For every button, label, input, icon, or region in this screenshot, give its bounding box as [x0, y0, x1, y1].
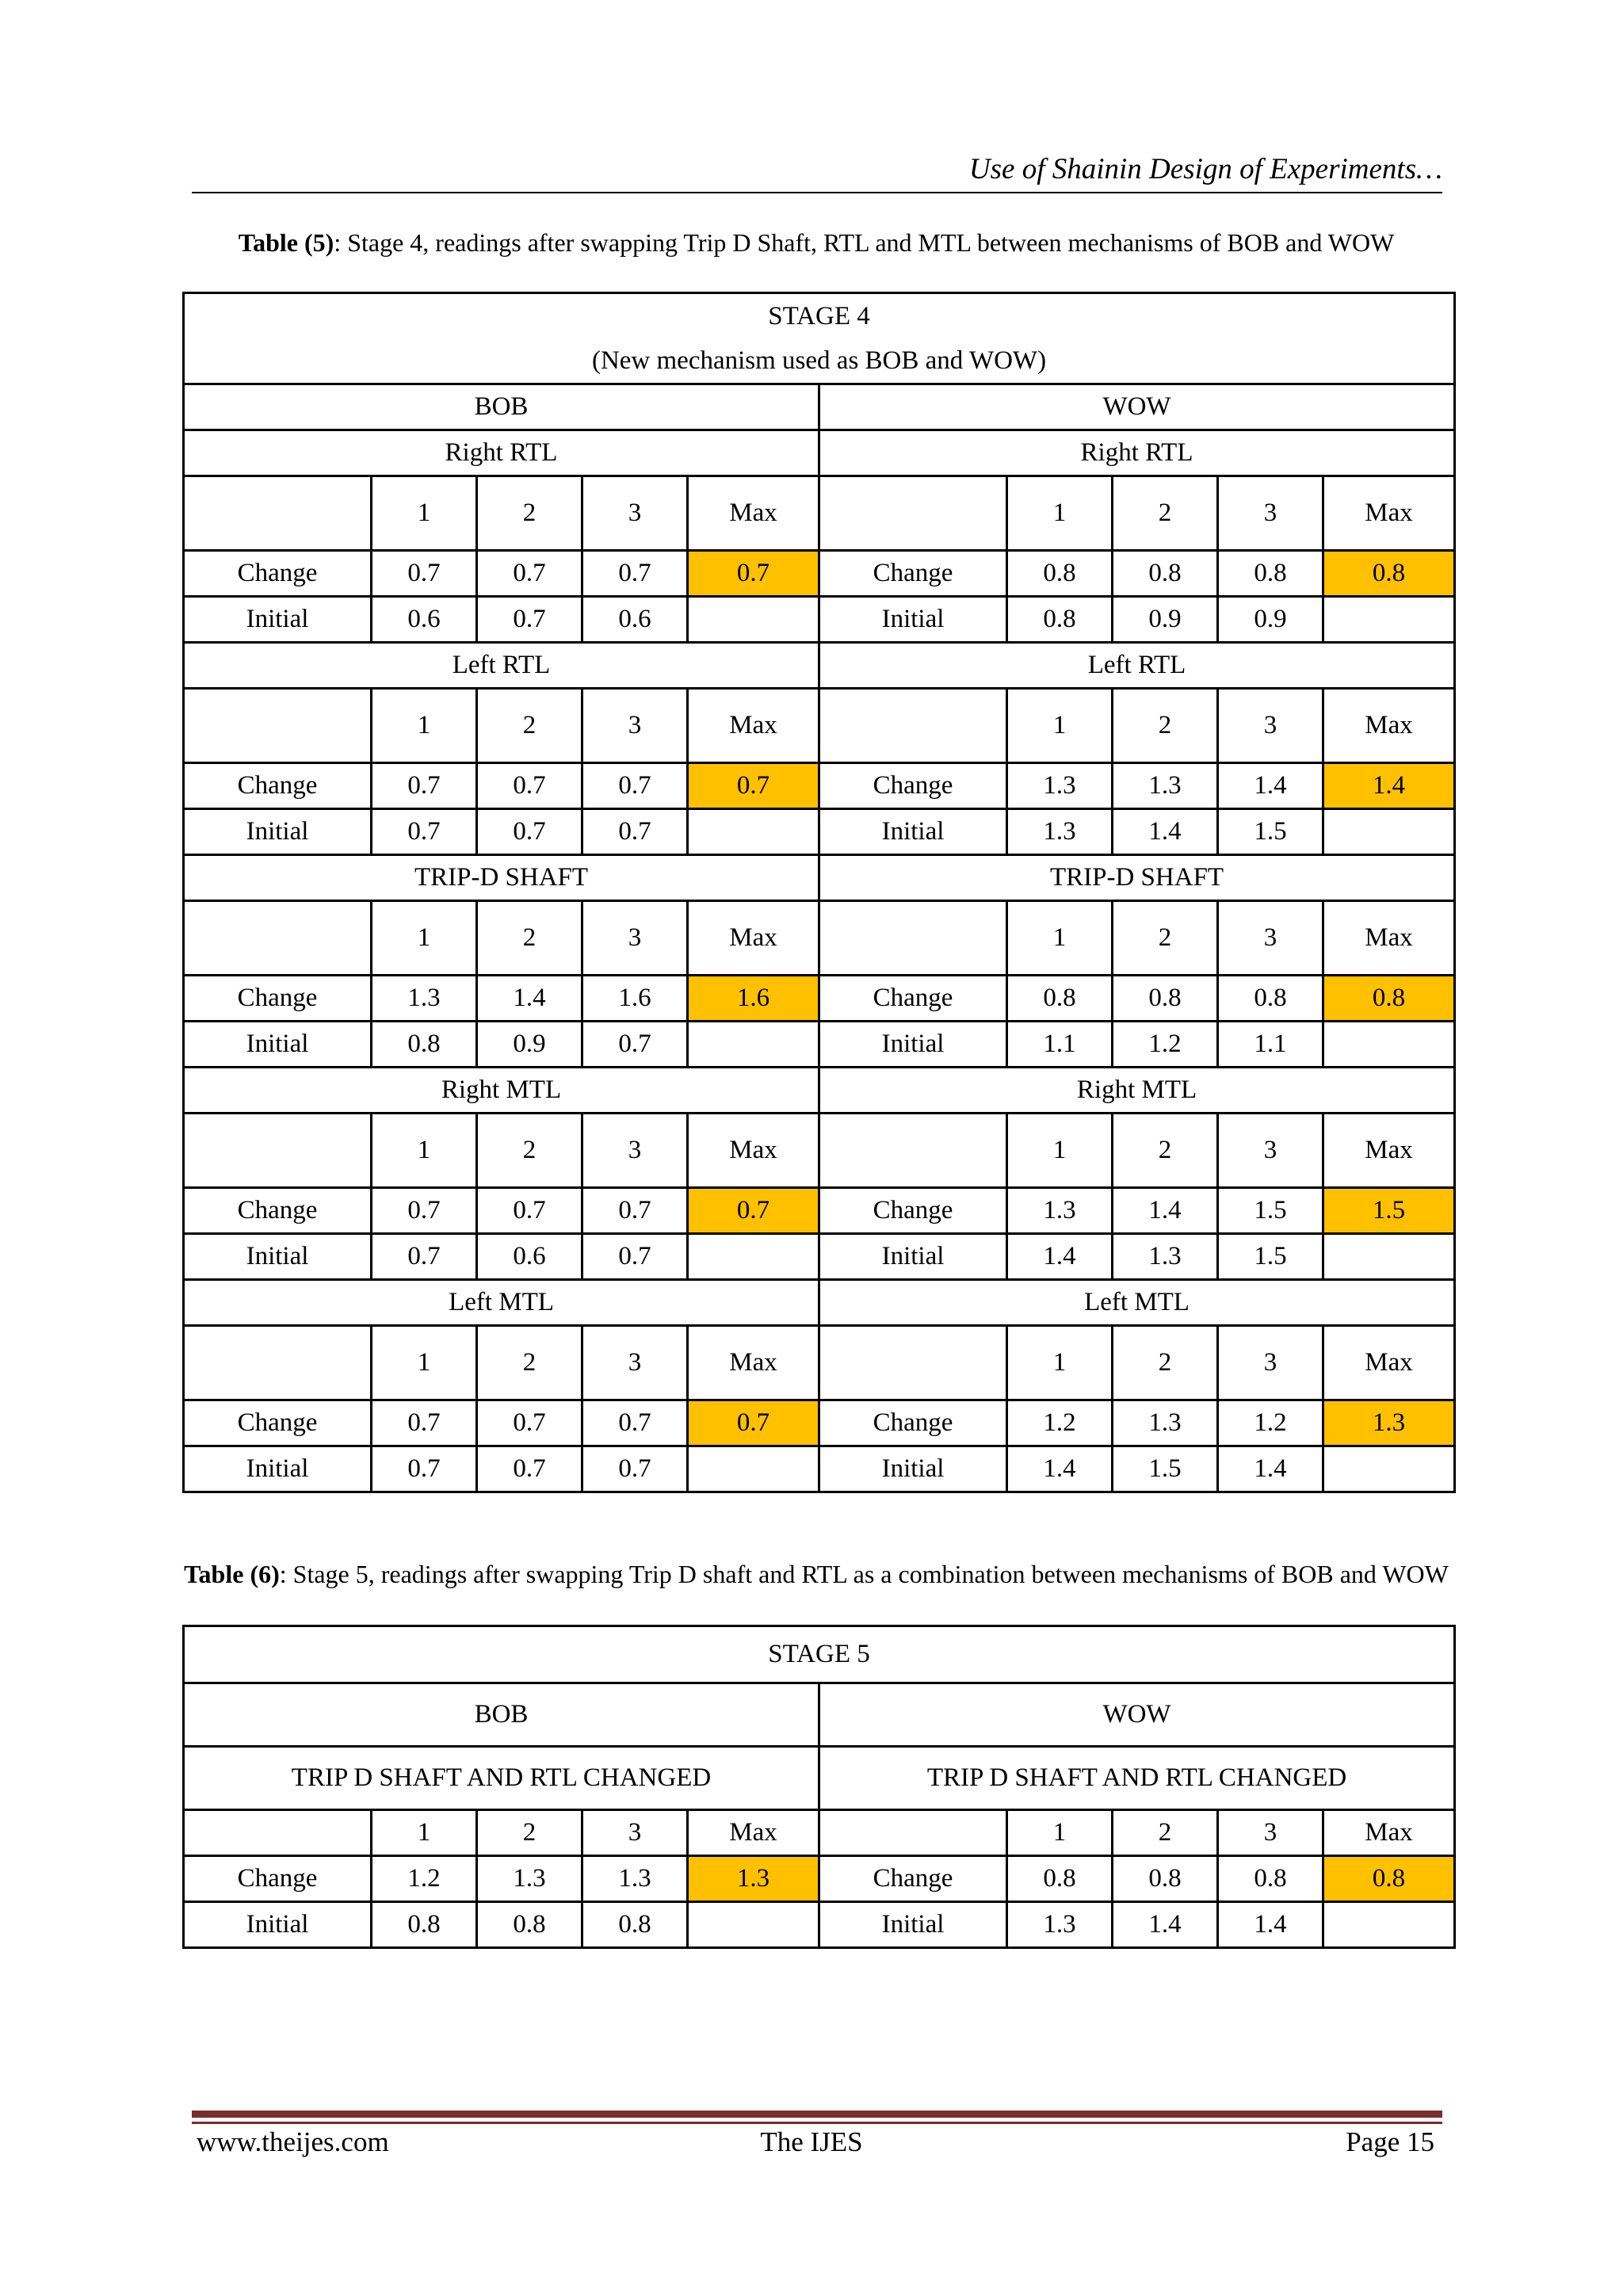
- table-row: [184, 809, 1455, 855]
- column-header-right: Max: [1323, 689, 1455, 763]
- column-header-right: 3: [1218, 476, 1323, 551]
- reading-1: 0.7: [372, 1188, 477, 1234]
- reading-3: 0.6: [582, 597, 688, 643]
- row-label: Initial: [184, 1446, 372, 1492]
- section-title-right: Left MTL: [819, 1280, 1455, 1326]
- column-header-left: 3: [582, 689, 688, 763]
- table6-caption-label: Table (6): [184, 1560, 280, 1588]
- reading-3: 0.8: [1218, 551, 1323, 597]
- row-label: Initial: [819, 1022, 1007, 1068]
- reading-3: 1.5: [1218, 1188, 1323, 1234]
- reading-2: 0.9: [477, 1022, 582, 1068]
- reading-2: 0.8: [1113, 1856, 1218, 1902]
- reading-2: 0.9: [1113, 597, 1218, 643]
- reading-3: 0.7: [582, 551, 688, 597]
- reading-3: 1.4: [1218, 1902, 1323, 1948]
- section-title-right: Left RTL: [819, 643, 1455, 689]
- reading-2: 0.8: [1113, 976, 1218, 1022]
- section-title-right: Right RTL: [819, 430, 1455, 476]
- reading-3: 1.4: [1218, 763, 1323, 809]
- table-row: [184, 1446, 1455, 1492]
- reading-2: 1.4: [1113, 1902, 1218, 1948]
- footer-page-number: Page 15: [1346, 2126, 1434, 2157]
- bob-header: BOB: [184, 1683, 819, 1747]
- column-header-left: Max: [688, 689, 819, 763]
- table-row: [184, 1234, 1455, 1280]
- row-label: Change: [819, 551, 1007, 597]
- reading-2: 1.3: [1113, 1400, 1218, 1446]
- section-title-left: Right RTL: [184, 430, 819, 476]
- stage-subtitle: (New mechanism used as BOB and WOW): [184, 338, 1455, 384]
- max-reading: [688, 1234, 819, 1280]
- column-header-right: 3: [1218, 901, 1323, 976]
- column-header-right: 3: [1218, 1326, 1323, 1400]
- footer-website: www.theijes.com: [197, 2126, 389, 2157]
- blank-header-cell: [184, 1114, 372, 1188]
- column-header-left: 1: [372, 901, 477, 976]
- reading-3: 0.7: [582, 1234, 688, 1280]
- row-label: Change: [819, 763, 1007, 809]
- row-label: Change: [184, 763, 372, 809]
- table6: [182, 1625, 1456, 1949]
- column-header-right: Max: [1323, 1810, 1455, 1856]
- table5: [182, 292, 1456, 1493]
- reading-1: 0.7: [372, 763, 477, 809]
- max-reading: 0.8: [1323, 551, 1455, 597]
- max-reading: 1.5: [1323, 1188, 1455, 1234]
- reading-1: 0.7: [372, 1400, 477, 1446]
- blank-header-cell: [184, 1326, 372, 1400]
- reading-1: 1.3: [372, 976, 477, 1022]
- column-header-left: 3: [582, 1114, 688, 1188]
- max-reading: [688, 809, 819, 855]
- max-reading: 0.8: [1323, 1856, 1455, 1902]
- reading-1: 1.2: [372, 1856, 477, 1902]
- max-reading: [688, 1446, 819, 1492]
- reading-3: 1.5: [1218, 809, 1323, 855]
- bob-header: BOB: [184, 384, 819, 430]
- column-header-right: 2: [1113, 689, 1218, 763]
- column-header-right: Max: [1323, 901, 1455, 976]
- column-header-left: 3: [582, 476, 688, 551]
- column-header-left: 2: [477, 1114, 582, 1188]
- reading-1: 0.7: [372, 1446, 477, 1492]
- reading-1: 0.6: [372, 597, 477, 643]
- reading-3: 0.8: [582, 1902, 688, 1948]
- reading-2: 0.7: [477, 763, 582, 809]
- row-label: Initial: [819, 1902, 1007, 1948]
- row-label: Initial: [819, 809, 1007, 855]
- max-reading: [688, 1022, 819, 1068]
- reading-2: 1.3: [477, 1856, 582, 1902]
- reading-3: 0.7: [582, 763, 688, 809]
- reading-1: 1.4: [1007, 1446, 1113, 1492]
- column-header-left: Max: [688, 476, 819, 551]
- column-header-right: 2: [1113, 1114, 1218, 1188]
- column-header-left: 1: [372, 1114, 477, 1188]
- column-header-left: 3: [582, 1810, 688, 1856]
- table-row: [184, 976, 1455, 1022]
- row-label: Change: [184, 1400, 372, 1446]
- blank-header-cell: [819, 689, 1007, 763]
- blank-header-cell: [184, 901, 372, 976]
- row-label: Initial: [184, 809, 372, 855]
- section-title-left: TRIP-D SHAFT: [184, 855, 819, 901]
- row-label: Change: [819, 976, 1007, 1022]
- row-label: Initial: [184, 1902, 372, 1948]
- wow-header: WOW: [819, 384, 1455, 430]
- column-header-left: Max: [688, 1810, 819, 1856]
- max-reading: [688, 1902, 819, 1948]
- reading-2: 0.7: [477, 551, 582, 597]
- reading-3: 0.7: [582, 1188, 688, 1234]
- blank-header-cell: [819, 901, 1007, 976]
- reading-3: 0.8: [1218, 1856, 1323, 1902]
- max-reading: 0.7: [688, 1188, 819, 1234]
- reading-2: 0.7: [477, 1446, 582, 1492]
- reading-2: 0.8: [477, 1902, 582, 1948]
- footer-journal: The IJES: [760, 2126, 863, 2157]
- column-header-right: 3: [1218, 689, 1323, 763]
- column-header-right: 3: [1218, 1114, 1323, 1188]
- max-reading: [1323, 597, 1455, 643]
- footer-rule-thin: [192, 2122, 1442, 2124]
- max-reading: 1.6: [688, 976, 819, 1022]
- stage-title: STAGE 4: [184, 293, 1455, 339]
- reading-1: 1.4: [1007, 1234, 1113, 1280]
- column-header-right: 1: [1007, 689, 1113, 763]
- max-reading: [688, 597, 819, 643]
- row-label: Initial: [819, 1446, 1007, 1492]
- column-header-left: 3: [582, 1326, 688, 1400]
- reading-3: 0.7: [582, 1446, 688, 1492]
- column-header-left: 1: [372, 1810, 477, 1856]
- reading-1: 1.1: [1007, 1022, 1113, 1068]
- blank-header-cell: [819, 1326, 1007, 1400]
- section-title-left: Left RTL: [184, 643, 819, 689]
- max-reading: [1323, 809, 1455, 855]
- max-reading: 1.3: [688, 1856, 819, 1902]
- max-reading: 0.7: [688, 551, 819, 597]
- column-header-right: Max: [1323, 1326, 1455, 1400]
- reading-3: 0.7: [582, 1400, 688, 1446]
- column-header-right: 3: [1218, 1810, 1323, 1856]
- column-header-right: 2: [1113, 1326, 1218, 1400]
- column-header-right: 1: [1007, 901, 1113, 976]
- reading-2: 0.7: [477, 809, 582, 855]
- column-header-right: 2: [1113, 476, 1218, 551]
- column-header-left: Max: [688, 1326, 819, 1400]
- table5-caption: [182, 227, 1450, 258]
- table5-caption-text: : Stage 4, readings after swapping Trip D Shaft, RTL and MTL between mechanisms of BOB and WOW: [334, 228, 1395, 257]
- reading-1: 1.2: [1007, 1400, 1113, 1446]
- section-title-left: Left MTL: [184, 1280, 819, 1326]
- column-header-right: 1: [1007, 1326, 1113, 1400]
- row-label: Initial: [184, 597, 372, 643]
- reading-2: 0.7: [477, 597, 582, 643]
- max-reading: 1.3: [1323, 1400, 1455, 1446]
- max-reading: [1323, 1902, 1455, 1948]
- reading-1: 0.7: [372, 1234, 477, 1280]
- column-header-left: Max: [688, 1114, 819, 1188]
- row-label: Initial: [819, 1234, 1007, 1280]
- reading-3: 0.9: [1218, 597, 1323, 643]
- reading-3: 0.7: [582, 809, 688, 855]
- reading-3: 1.5: [1218, 1234, 1323, 1280]
- reading-1: 1.3: [1007, 763, 1113, 809]
- reading-2: 0.7: [477, 1400, 582, 1446]
- table-row: [184, 1022, 1455, 1068]
- max-reading: [1323, 1446, 1455, 1492]
- table-row: [184, 1400, 1455, 1446]
- column-header-left: 2: [477, 689, 582, 763]
- column-header-right: 1: [1007, 1114, 1113, 1188]
- blank-header-cell: [819, 1810, 1007, 1856]
- table-row: [184, 551, 1455, 597]
- column-header-right: 2: [1113, 1810, 1218, 1856]
- column-header-left: 1: [372, 689, 477, 763]
- table-row: [184, 763, 1455, 809]
- column-header-left: 2: [477, 1326, 582, 1400]
- blank-header-cell: [184, 1810, 372, 1856]
- row-label: Change: [819, 1856, 1007, 1902]
- row-label: Change: [184, 551, 372, 597]
- reading-1: 0.8: [1007, 1856, 1113, 1902]
- column-header-right: 2: [1113, 901, 1218, 976]
- running-head: Use of Shainin Design of Experiments…: [968, 153, 1442, 185]
- row-label: Initial: [819, 597, 1007, 643]
- row-label: Change: [184, 1856, 372, 1902]
- row-label: Change: [184, 976, 372, 1022]
- reading-3: 1.4: [1218, 1446, 1323, 1492]
- reading-2: 1.4: [477, 976, 582, 1022]
- reading-1: 0.8: [1007, 551, 1113, 597]
- reading-1: 0.8: [372, 1022, 477, 1068]
- table6-caption: [182, 1559, 1450, 1590]
- reading-3: 1.2: [1218, 1400, 1323, 1446]
- reading-1: 0.8: [372, 1902, 477, 1948]
- reading-2: 0.7: [477, 1188, 582, 1234]
- max-reading: 0.8: [1323, 976, 1455, 1022]
- reading-1: 1.3: [1007, 1188, 1113, 1234]
- max-reading: 1.4: [1323, 763, 1455, 809]
- reading-3: 1.6: [582, 976, 688, 1022]
- table5-caption-label: Table (5): [238, 228, 334, 257]
- table-row: [184, 597, 1455, 643]
- reading-3: 1.1: [1218, 1022, 1323, 1068]
- row-label: Initial: [184, 1234, 372, 1280]
- blank-header-cell: [184, 476, 372, 551]
- blank-header-cell: [819, 1114, 1007, 1188]
- reading-2: 1.4: [1113, 1188, 1218, 1234]
- column-header-left: 2: [477, 1810, 582, 1856]
- row-label: Change: [819, 1400, 1007, 1446]
- section-title-right: TRIP D SHAFT AND RTL CHANGED: [819, 1747, 1455, 1810]
- blank-header-cell: [184, 689, 372, 763]
- column-header-left: 1: [372, 476, 477, 551]
- max-reading: 0.7: [688, 1400, 819, 1446]
- max-reading: [1323, 1234, 1455, 1280]
- reading-1: 0.8: [1007, 597, 1113, 643]
- column-header-left: 2: [477, 901, 582, 976]
- column-header-left: 3: [582, 901, 688, 976]
- table-row: [184, 1188, 1455, 1234]
- reading-2: 1.5: [1113, 1446, 1218, 1492]
- reading-3: 0.8: [1218, 976, 1323, 1022]
- max-reading: [1323, 1022, 1455, 1068]
- footer-rule-thick: [192, 2111, 1442, 2118]
- table6-caption-text: : Stage 5, readings after swapping Trip D shaft and RTL as a combination between mechanisms of BOB and WOW: [279, 1560, 1449, 1588]
- reading-1: 0.7: [372, 809, 477, 855]
- wow-header: WOW: [819, 1683, 1455, 1747]
- max-reading: 0.7: [688, 763, 819, 809]
- reading-2: 1.3: [1113, 1234, 1218, 1280]
- section-title-right: Right MTL: [819, 1068, 1455, 1114]
- column-header-right: Max: [1323, 1114, 1455, 1188]
- column-header-left: Max: [688, 901, 819, 976]
- row-label: Change: [184, 1188, 372, 1234]
- section-title-left: TRIP D SHAFT AND RTL CHANGED: [184, 1747, 819, 1810]
- row-label: Initial: [184, 1022, 372, 1068]
- column-header-left: 2: [477, 476, 582, 551]
- reading-2: 1.4: [1113, 809, 1218, 855]
- reading-2: 1.2: [1113, 1022, 1218, 1068]
- reading-1: 0.7: [372, 551, 477, 597]
- reading-1: 1.3: [1007, 809, 1113, 855]
- column-header-right: 1: [1007, 1810, 1113, 1856]
- reading-3: 0.7: [582, 1022, 688, 1068]
- table-row: [184, 1902, 1455, 1948]
- reading-2: 0.8: [1113, 551, 1218, 597]
- stage-title: STAGE 5: [184, 1626, 1455, 1683]
- column-header-right: Max: [1323, 476, 1455, 551]
- table-row: [184, 1856, 1455, 1902]
- reading-2: 1.3: [1113, 763, 1218, 809]
- reading-1: 1.3: [1007, 1902, 1113, 1948]
- blank-header-cell: [819, 476, 1007, 551]
- column-header-right: 1: [1007, 476, 1113, 551]
- reading-1: 0.8: [1007, 976, 1113, 1022]
- header-rule: [192, 192, 1442, 193]
- reading-2: 0.6: [477, 1234, 582, 1280]
- reading-3: 1.3: [582, 1856, 688, 1902]
- row-label: Change: [819, 1188, 1007, 1234]
- section-title-right: TRIP-D SHAFT: [819, 855, 1455, 901]
- column-header-left: 1: [372, 1326, 477, 1400]
- section-title-left: Right MTL: [184, 1068, 819, 1114]
